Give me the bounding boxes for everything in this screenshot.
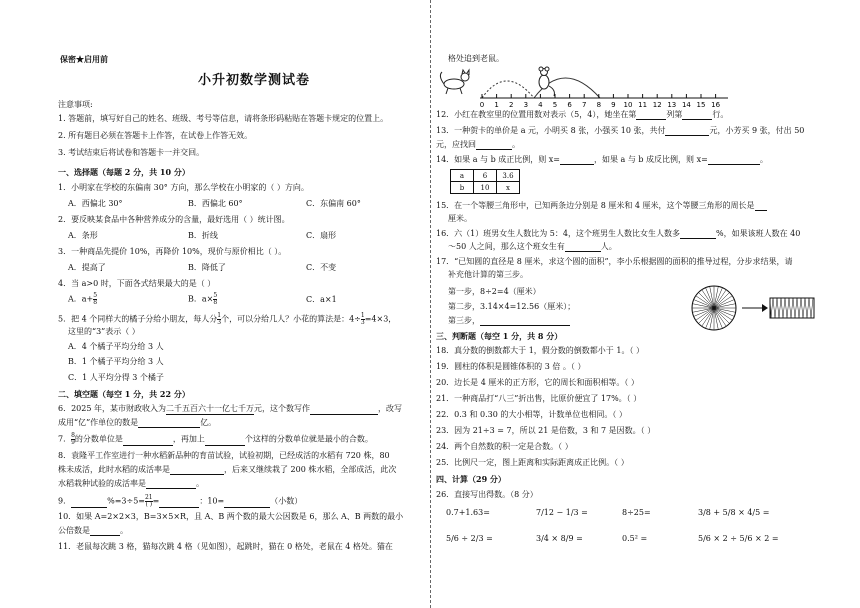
fraction: $\frac{8}{9}$ — [71, 432, 75, 446]
q5-option-a: A．4 个橘子平均分给 3 人 — [68, 342, 164, 351]
question-15: 15．在一个等腰三角形中，已知两条边分别是 8 厘米和 4 厘米，这个等腰三角形的周长是 — [436, 201, 767, 211]
q17-step-2: 第二步，3.14×4=12.56（厘米）； — [448, 302, 576, 311]
section-2-heading: 二、填空题（每空 1 分，共 22 分） — [58, 389, 190, 399]
section-1-heading: 一、选择题（每题 2 分，共 10 分） — [58, 167, 190, 177]
judge-22: 22．0.3 和 0.30 的大小相等，计数单位也相同。（ ） — [436, 410, 627, 419]
secret-label: 保密★启用前 — [60, 54, 108, 64]
judge-21: 21．一种商品打“八三”折出售，比原价便宜了 17%。（ ） — [436, 394, 642, 403]
section-3-heading: 三、判断题（每空 1 分，共 8 分） — [436, 331, 563, 341]
q1-option-b: B．西偏北 60° — [188, 199, 243, 208]
calc-2-2: 3/4 × 8/9 = — [536, 534, 583, 543]
q4-option-c: C．a×1 — [306, 295, 337, 304]
question-11-cont: 格处追到老鼠。 — [448, 54, 504, 63]
number-line-label: 3 — [523, 101, 529, 108]
question-16: 16．六（1）班男女生人数比为 5：4，这个班男生人数比女生人数多 %，如果该班人数在 40 — [436, 229, 801, 238]
ratio-table — [450, 169, 520, 194]
notes-heading: 注意事项: — [58, 100, 93, 109]
q5-option-c: C．1 人平均分得 3 个橘子 — [68, 373, 164, 382]
judge-19: 19．圆柱的体积是圆锥体积的 3 倍 。（ ） — [436, 362, 586, 371]
question-8-cont2: 水稻栽种试验的成活率是 。 — [58, 479, 204, 488]
calc-2-4: 5/6 × 2 ÷ 5/6 × 2 = — [698, 534, 779, 543]
judge-24: 24．两个自然数的积一定是合数。（ ） — [436, 442, 573, 451]
left-column — [58, 0, 426, 608]
fraction: $\frac{1}{3}$ — [217, 312, 222, 326]
number-line-label: 16 — [711, 101, 721, 108]
q5-option-b: B．1 个橘子平均分给 3 人 — [68, 357, 164, 366]
q17-step-1: 第一步，8÷2=4（厘米） — [448, 287, 541, 296]
q17-step-3: 第三步， — [448, 316, 570, 326]
question-16-cont: ～50 人之间，那么这个班女生有 人。 — [448, 242, 617, 251]
column-divider — [430, 0, 431, 608]
question-3: 3．一种商品先提价 10%，再降价 10%，现价与原价相比（ ）。 — [58, 247, 287, 256]
note-3: 3. 考试结束后将试卷和答题卡一并交回。 — [58, 148, 205, 157]
q4-option-a: A．a+ $\frac{5}{8}$ — [68, 292, 98, 306]
note-1: 1. 答题前，填写好自己的姓名、班级、考号等信息，请将条形码粘贴在答题卡规定的位置上。 — [58, 114, 389, 123]
calc-2-1: 5/6 ÷ 2/3 = — [446, 534, 493, 543]
cat-icon — [440, 70, 469, 94]
question-11: 11．老鼠每次跳 3 格，猫每次跳 4 格（见如图），起跳时，猫在 0 格处，老鼠在 4 格处。猫在 — [58, 542, 393, 551]
question-8-cont1: 株未成活，此时水稻的成活率是 ，后来又继续栽了 200 株水稻，全部成活，此次 — [58, 465, 397, 474]
question-10: 10．如果 A=2×2×3，B=3×5×R，且 A、B 两个数的最大公因数是 6，那么 A、B 两数的最小 — [58, 512, 404, 521]
question-6: 6．2025 年，某市财政收入为二千五百六十一亿七千万元，这个数写作 ，改写 — [58, 404, 402, 413]
q2-option-a: A．条形 — [68, 231, 98, 240]
q3-option-a: A．提高了 — [68, 263, 106, 272]
question-13-cont: 元，应找回 。 — [436, 140, 520, 149]
number-line-label: 0 — [479, 101, 485, 108]
calc-1-1: 0.7+1.63= — [446, 508, 490, 517]
judge-23: 23．因为 21÷3 = 7，所以 21 是倍数，3 和 7 是因数。（ ） — [436, 426, 656, 435]
fraction: $\frac{21}{( )}$ — [144, 494, 153, 508]
calc-1-3: 8÷25= — [622, 508, 651, 517]
circle-area-figure — [690, 284, 816, 336]
table-row — [451, 182, 520, 194]
question-9: 9． %=3÷5= $\frac{21}{( )}$ = ：10= （小数） — [58, 494, 303, 508]
fraction: $\frac{5}{8}$ — [213, 292, 218, 306]
number-line-label: 7 — [581, 101, 587, 108]
number-line-label: 9 — [611, 101, 616, 108]
number-line-label: 6 — [567, 101, 572, 108]
table-cell: a — [451, 170, 474, 182]
arrow-icon — [742, 304, 768, 312]
question-10-cont: 公倍数是 。 — [58, 526, 128, 535]
table-cell: 3.6 — [497, 170, 520, 182]
number-line-label: 2 — [508, 101, 514, 108]
number-line-label: 14 — [681, 101, 691, 108]
q1-option-c: C．东偏南 60° — [306, 199, 361, 208]
calc-1-2: 7/12 − 1/3 = — [536, 508, 588, 517]
question-13: 13．一种贺卡的单价是 a 元，小明买 8 张，小强买 10 张，共付 元，小芳买 9 张，付出 50 — [436, 126, 805, 135]
table-row — [451, 170, 520, 182]
question-1: 1．小明家在学校的东偏南 30° 方向，那么学校在小明家的（ ）方向。 — [58, 183, 309, 192]
q2-option-c: C．扇形 — [306, 231, 337, 240]
number-line-label: 12 — [652, 101, 662, 108]
number-line-label: 8 — [596, 101, 602, 108]
number-line-label: 11 — [638, 101, 648, 108]
number-line-label: 10 — [623, 101, 633, 108]
number-line-label: 5 — [552, 101, 558, 108]
q3-option-c: C．不变 — [306, 263, 337, 272]
question-6-cont: 成用“亿”作单位的数是 亿。 — [58, 418, 217, 427]
number-line-label: 4 — [538, 101, 543, 108]
rearranged-rectangle — [770, 298, 814, 318]
q3-option-b: B．降低了 — [188, 263, 226, 272]
question-17-cont: 补充他计算的第三步。 — [448, 270, 528, 279]
question-4: 4．当 a>0 时，下面各式结果最大的是（ ） — [58, 279, 216, 288]
judge-25: 25．比例尺一定，图上距离和实际距离成正比例。（ ） — [436, 458, 629, 467]
judge-20: 20．边长是 4 厘米的正方形，它的周长和面积相等。（ ） — [436, 378, 639, 387]
page-title: 小升初数学测试卷 — [198, 73, 311, 88]
table-cell: b — [451, 182, 474, 194]
number-line-label: 13 — [667, 101, 677, 108]
fraction: $\frac{1}{3}$ — [360, 312, 365, 326]
number-line-label: 15 — [696, 101, 706, 108]
question-5-cont: 这里的“3”表示（ ） — [68, 327, 140, 336]
calc-1-4: 3/8 + 5/8 × 4/5 = — [698, 508, 770, 517]
calc-2-3: 0.5² = — [622, 534, 648, 543]
judge-18: 18．真分数的倒数都大于 1，假分数的倒数都小于 1。（ ） — [436, 346, 644, 355]
question-8: 8．袁隆平工作室进行一种水稻新品种的育苗试验，试验初期，已经成活的水稻有 720 株，80 — [58, 451, 390, 460]
note-2: 2. 所有题目必须在答题卡上作答，在试卷上作答无效。 — [58, 131, 253, 140]
question-2: 2．要反映某食品中各种营养成分的含量，最好选用（ ）统计图。 — [58, 215, 290, 224]
number-line-label: 1 — [494, 101, 499, 108]
question-7: 7． $\frac{8}{9}$ 的分数单位是 ，再加上 个这样的分数单位就是最小的合数。 — [58, 432, 373, 446]
question-15-cont: 厘米。 — [448, 214, 472, 223]
section-4-heading: 四、计算（29 分） — [436, 474, 506, 484]
question-12: 12．小红在教室里的位置用数对表示（5，4），她坐在第 列第 行。 — [436, 110, 729, 119]
fraction: $\frac{5}{8}$ — [93, 292, 98, 306]
table-cell: 6 — [474, 170, 497, 182]
table-cell: x — [497, 182, 520, 194]
table-cell: 10 — [474, 182, 497, 194]
question-14: 14．如果 a 与 b 成正比例，则 x= ，如果 a 与 b 成反比例，则 x= 。 — [436, 155, 768, 164]
question-17: 17．“已知圆的直径是 8 厘米，求这个圆的面积”，李小乐根据圆的面积的推导过程，分步求结果，请 — [436, 257, 793, 266]
cat-mouse-number-line — [436, 62, 736, 108]
question-26: 26．直接写出得数。（8 分） — [436, 490, 538, 499]
q4-option-b: B．a× $\frac{5}{8}$ — [188, 292, 218, 306]
question-5: 5．把 4 个同样大的橘子分给小朋友，每人分 $\frac{1}{3}$ 个，可以分给几人？小花的算法是：4÷ $\frac{1}{3}$ =4×3， — [58, 312, 397, 326]
q1-option-a: A．西偏北 30° — [68, 199, 123, 208]
q2-option-b: B．折线 — [188, 231, 218, 240]
right-column — [436, 0, 816, 608]
sliced-circle — [692, 286, 736, 330]
